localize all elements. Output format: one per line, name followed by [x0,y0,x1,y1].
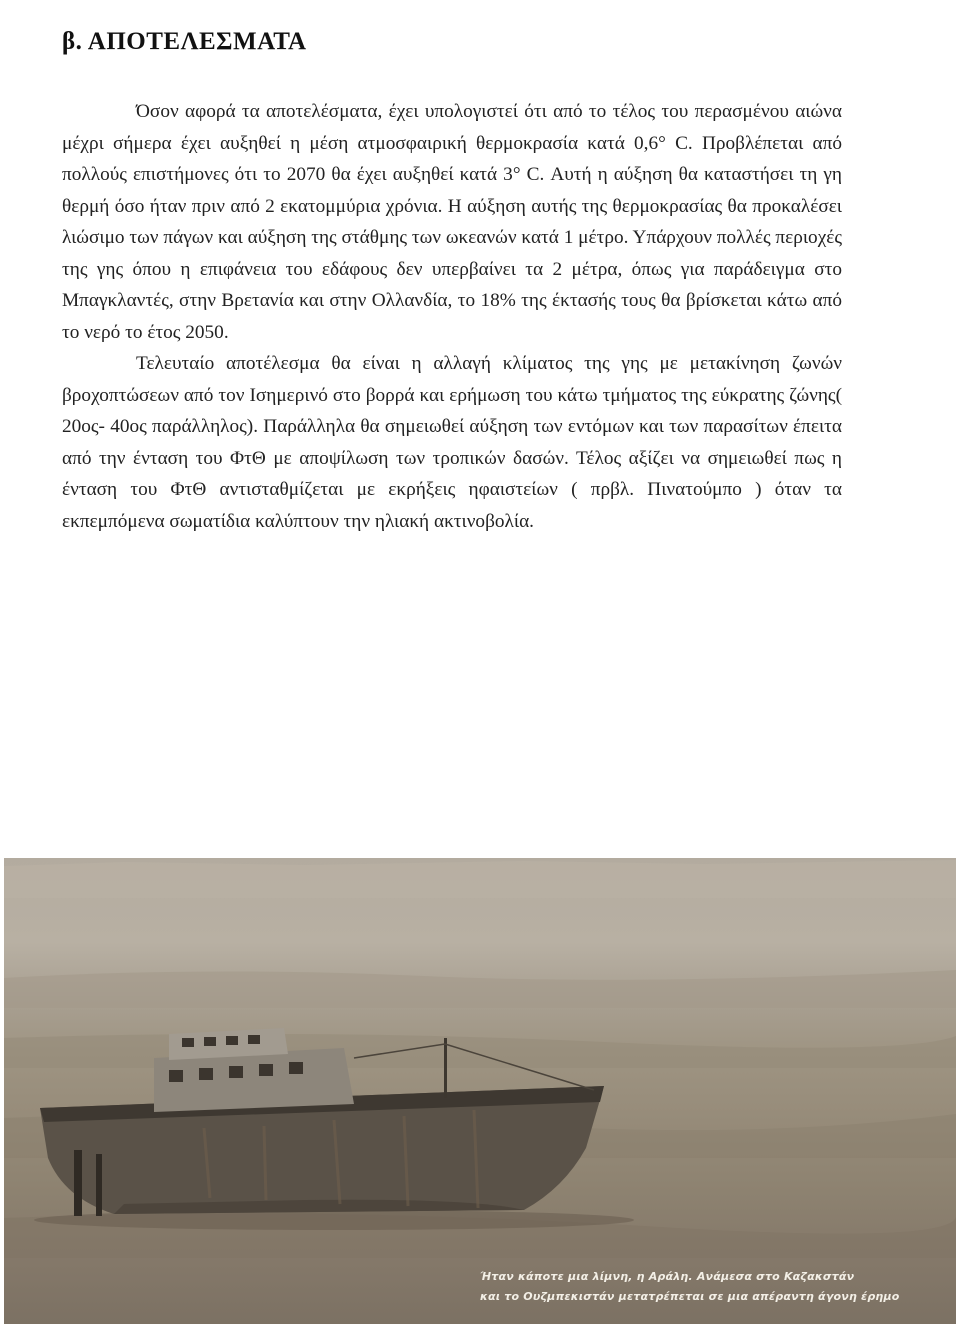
photo-caption-line-2: και το Ουζμπεκιστάν μετατρέπεται σε μια απέραντη άγονη έρημο [480,1290,900,1303]
paragraph-results-temperature: Όσον αφορά τα αποτελέσματα, έχει υπολογιστεί ότι από το τέλος του περασμένου αιώνα μέχρι σήμερα έχει αυξηθεί η μέση ατμοσφαιρική θερμοκρασία κατά 0,6° C. Προβλέπεται από πολλούς επιστήμονες ότι το 2070 θα έχει αυξηθεί κατά 3° C. Αυτή η αύξηση θα καταστήσει τη γη θερμή όσο ήταν πριν από 2 εκατομμύρια χρόνια. Η αύξηση αυτής της θερμοκρασίας θα προκαλέσει λιώσιμο των πάγων και αύξηση της στάθμης των ωκεανών κατά 1 μέτρο. Υπάρχουν πολλές περιοχές της γης όπου η επιφάνεια του εδάφους δεν υπερβαίνει τα 2 μέτρα, όπως για παράδειγμα στο Μπαγκλαντές, στην Βρετανία και στην Ολλανδία, το 18% της έκτασής τους θα βρίσκεται κάτω από το νερό το έτος 2050. [62,101,842,343]
section-heading: β. ΑΠΟΤΕΛΕΣΜΑΤΑ [62,28,307,55]
paragraph-results-climate: Τελευταίο αποτέλεσμα θα είναι η αλλαγή κλίματος της γης με μετακίνηση ζωνών βροχοπτώσεων από τον Ισημερινό στο βορρά και ερήμωση του κάτω τμήματος της εύκρατης ζώνης( 20ος- 40ος παράλληλος). Παράλληλα θα σημειωθεί αύξηση των εντόμων και των παρασίτων έπειτα από την ένταση του ΦτΘ με αποψίλωση των τροπικών δασών. Τέλος αξίζει να σημειωθεί πως η ένταση του ΦτΘ αντισταθμίζεται με εκρήξεις ηφαιστείων ( πρβλ. Πινατούμπο ) όταν τα εκπεμπόμενα σωματίδια καλύπτουν την ηλιακή ακτινοβολία. [62,353,842,532]
body-text [62,96,842,537]
aral-sea-shipwreck-photo [4,858,956,1324]
photo-caption-line-1: Ήταν κάποτε μια λίμνη, η Αράλη. Ανάμεσα στο Καζακστάν [480,1270,855,1283]
